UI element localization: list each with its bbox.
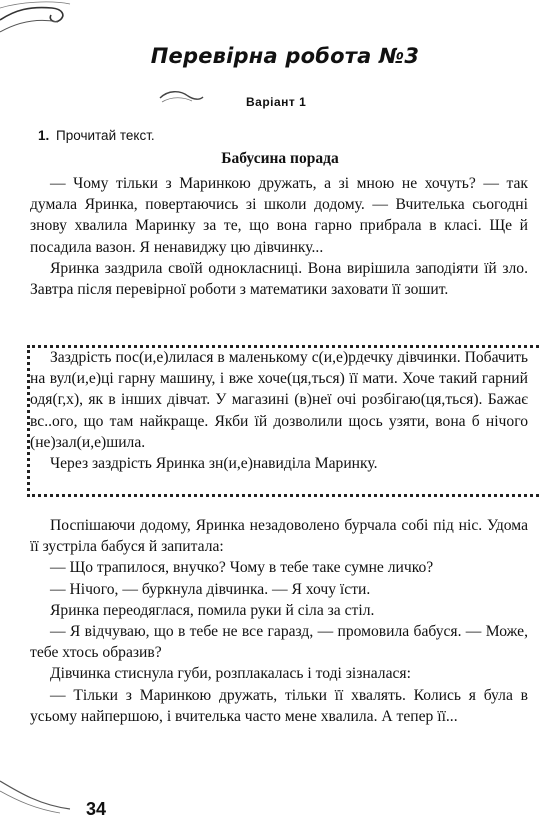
- page-number: 34: [86, 799, 107, 819]
- text-block-box: [30, 347, 528, 474]
- paragraph: Дівчинка стиснула губи, розплакалась і тоді зізналася:: [50, 665, 411, 683]
- text-block-top: [30, 173, 528, 300]
- variant-label: Варіант 1: [246, 95, 307, 109]
- paragraph: Поспішаючи додому, Яринка незадоволено бурчала собі під ніс. Удома її зустріла бабуся й запитала:: [30, 517, 528, 556]
- paragraph: — Що трапилося, внучко? Чому в тебе таке сумне личко?: [50, 559, 434, 577]
- bottom-ornament-icon: [0, 775, 90, 815]
- task-text: Прочитай текст.: [56, 128, 155, 143]
- text-block-bottom: [30, 515, 528, 727]
- paragraph: — Чому тільки з Маринкою дружать, а зі мною не хочуть? — так думала Яринка, повертаючись зі школи додому. — Вчителька сьогодні знову хвалила Маринку за те, що вона гарно прибрала в класі. Ще й посадила вазон. Я ненавиджу цю дівчинку...: [30, 175, 528, 256]
- paragraph: — Тільки з Маринкою дружать, тільки її хвалять. Колись я була в усьому найпершою, і вчителька часто мене хвалила. А тепер її...: [30, 686, 528, 725]
- paragraph: — Нічого, — буркнула дівчинка. — Я хочу їсти.: [50, 580, 371, 598]
- paragraph: — Я відчуваю, що в тебе не все гаразд, — промовила бабуся. — Може, тебе хтось образив?: [30, 623, 528, 662]
- task-number: 1.: [38, 128, 50, 143]
- page-title: Перевірна робота №3: [150, 44, 420, 68]
- paragraph: Яринка заздрила своїй однокласниці. Вона вирішила заподіяти їй зло. Завтра після перевірної роботи з математики заховати її зошит.: [30, 259, 528, 299]
- story-title: Бабусина порада: [221, 150, 339, 167]
- paragraph: Заздрість пос(и,е)лилася в маленькому с(и,е)рдечку дівчинки. Побачить на вул(и,е)ці гарну машину, і вже хоче(ця,ться) її мати. Хоче такий гарний одя(г,х), як в інших дівчат. У магазині (в)неї очі розбігаю(ця,ться). Бажає вс..ого, що там найкраще. Якби їй дозволили щось узяти, вона б нічого (не)зал(и,е)шила.: [30, 349, 528, 451]
- swirl-ornament-icon: [158, 88, 204, 106]
- paragraph: Через заздрість Яринка зн(и,е)навиділа Маринку.: [50, 455, 378, 473]
- task-instruction: [38, 128, 155, 143]
- corner-ornament-icon: [0, 0, 90, 60]
- paragraph: Яринка переодяглася, помила руки й сіла за стіл.: [50, 601, 375, 619]
